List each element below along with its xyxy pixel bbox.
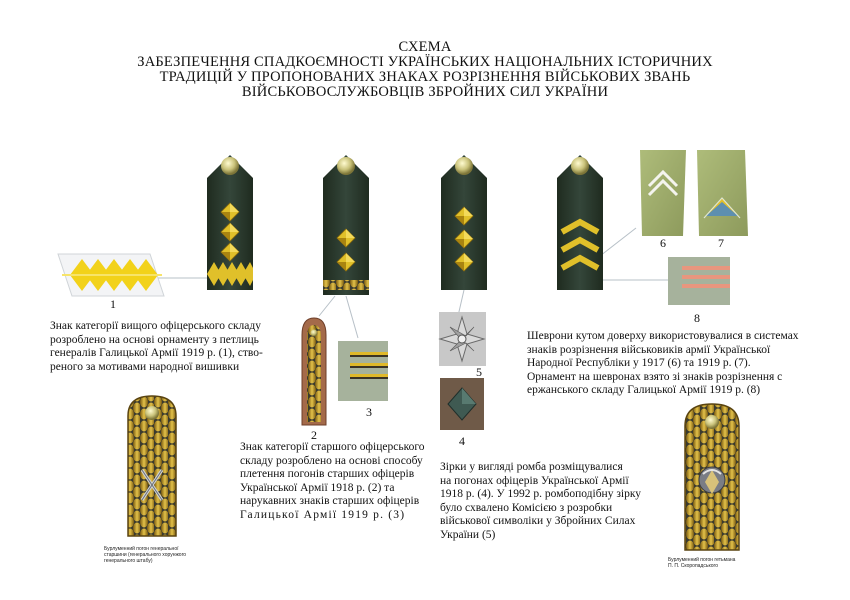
caption-hetman-strap: Бурлуменний погон гетьмана П. П. Скоропадського (668, 557, 736, 569)
label-4: 4 (459, 434, 465, 448)
ornament-image-1 (58, 254, 164, 296)
text-senior: Знак категорії старшого офіцерського складу розроблено на основі способу плетення погонів старших офіцерів Української Армії 1918 р. (2) та нарукавних знаків старших офіцерів Галицької Армії 1919 р. (3) (240, 441, 425, 521)
title-line-4: ВІЙСЬКОВОСЛУЖБОВЦІВ ЗБРОЙНИХ СИЛ УКРАЇНИ (241, 84, 609, 100)
label-2: 2 (311, 428, 317, 442)
label-5: 5 (476, 365, 482, 379)
braided-strap-image-2 (302, 318, 326, 425)
title-line-1: СХЕМА (398, 39, 452, 55)
general-strap-photo (128, 396, 176, 536)
sleeve-patch-image-3 (338, 341, 388, 401)
shoulder-strap-senior (323, 155, 369, 295)
text-generals: Знак категорії вищого офіцерського складу розроблено на основі орнаменту з петлиць генералів Галицької Армії 1919 р. (1), ство- реного за мотивами народної вишивки (50, 320, 263, 373)
label-6: 6 (660, 236, 666, 250)
text-stars: Зірки у вигляді ромба розміщувалися на погонах офіцерів Української Армії 1918 р. (4). У 1992 р. ромбоподібну зірку було схвалено Комісією з розробки військової символіки у Збройних Силах України (5) (440, 461, 641, 541)
label-8: 8 (694, 311, 700, 325)
hetman-strap-photo (685, 404, 739, 550)
label-3: 3 (366, 405, 372, 419)
star-emblem-image-5 (439, 312, 486, 366)
shoulder-strap-junior (441, 155, 487, 290)
sleeve-image-7 (697, 150, 748, 236)
text-chevrons: Шеврони кутом доверху використовувалися в системах знаків розрізнення військовиків армії Української Народної Республіки у 1917 (6) та 1919 р. (7). Орнамент на шевронах взято зі знаків розрізнення с ержанського складу Галицької Армії 1919 р. (8) (527, 330, 799, 396)
label-7: 7 (718, 236, 724, 250)
title-line-3: ТРАДИЦІЙ У ПРОПОНОВАНИХ ЗНАКАХ РОЗРІЗНЕННЯ ВІЙСЬКОВИХ ЗВАНЬ (159, 69, 691, 85)
caption-general-strap: Бурлуменний погон генеральної старшини (генерального хорунжого генерального штабу) (104, 546, 187, 564)
rhomb-star-image-4 (440, 378, 484, 430)
stripe-patch-image-8 (668, 257, 730, 305)
sleeve-image-6 (640, 150, 686, 236)
title-line-2: ЗАБЕЗПЕЧЕННЯ СПАДКОЄМНОСТІ УКРАЇНСЬКИХ НАЦІОНАЛЬНИХ ІСТОРИЧНИХ (137, 54, 713, 70)
shoulder-strap-sergeant (557, 155, 603, 290)
label-1: 1 (110, 297, 116, 311)
shoulder-strap-general (207, 155, 253, 290)
